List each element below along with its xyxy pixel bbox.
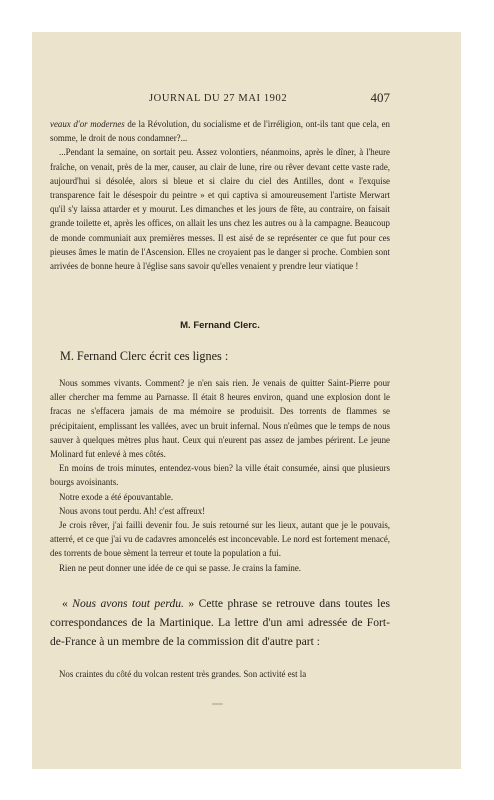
quoted-phrase: Nous avons tout perdu. [72, 597, 184, 610]
ink-mark [212, 703, 223, 705]
running-head: JOURNAL DU 27 MAI 1902 [149, 93, 288, 104]
commentary-paragraph [50, 595, 390, 651]
paragraph-ascension: ...Pendant la semaine, on sortait peu. Assez volontiers, néanmoins, après le dîner, à l'heure fraîche, on venait, près de la mer, causer, au clair de lune, rire ou rêver devant cette vaste rade, aujourd'hui si désolée, alors si bleue et si claire du ciel des Antilles, dont « l'exquise transparence fait le désespoir du peintre » et qui captiva si amoureusement l'artiste Merwart qu'il s'y laissa attarder et y mourut. Les dimanches et les jours de fête, au contraire, on faisait grande toilette et, après les offices, on allait les uns chez les autres ou à la campagne. Beaucoup de monde communiait aux premières messes. Il est aisé de se représenter ce que fut pour ces pieuses âmes le matin de l'Ascension. Elles ne croyaient pas le danger si proche. Combien sont arrivées de bonne heure à l'église sans savoir qu'elles venaient y prendre leur viatique ! [50, 147, 390, 272]
letter-start-line: Nos craintes du côté du volcan restent très grandes. Son activité est la [59, 669, 307, 679]
letter-paragraph: Notre exode a été épouvantable. [59, 491, 174, 502]
letter-paragraph: Nous sommes vivants. Comment? je n'en sais rien. Je venais de quitter Saint-Pierre pour aller chercher ma femme au Parnasse. Il était 8 heures environ, quand une explosion dont le fracas ne s'effacera jamais de ma mémoire se produisit. Des torrents de flammes se précipitaient, emplissant les vallées, avec un bruit infernal. Nous n'eûmes que le temps de nous sauver à quelques mètres plus haut. Ceux qui n'eurent pas assez de jambes périrent. Le jeune Molinard fut enlevé à mes côtés. [50, 378, 390, 460]
commentary [50, 595, 390, 651]
letter-paragraph: En moins de trois minutes, entendez-vous bien? la ville était consumée, ainsi que plusieurs bourgs avoisinants. [50, 463, 390, 488]
italic-phrase: veaux d'or modernes [50, 119, 125, 129]
paragraph-text: de la Révolution, du socialisme et de l'irréligion, ont-ils tant que cela, en somme, le droit de nous condamner?... [50, 119, 390, 144]
section-heading: M. Fernand Clerc. [180, 320, 260, 331]
paragraph-continuation [50, 117, 390, 145]
open-quote: « [62, 597, 73, 610]
commentary-text: » Cette phrase se retrouve dans toutes les correspondances de la Martinique. La lettre d'un ami adressée de Fort-de-France à un membre de la commission dit d'autre part : [50, 597, 390, 648]
letter-paragraph: Nous avons tout perdu. Ah! c'est affreux! [59, 505, 206, 516]
top-section [50, 117, 390, 273]
page-number: 407 [370, 90, 390, 105]
letter-paragraph: Rien ne peut donner une idée de ce qui se passe. Je crains la famine. [59, 562, 301, 573]
letter-quote [50, 376, 390, 575]
next-letter [50, 667, 390, 681]
letter-paragraph: Je crois rêver, j'ai failli devenir fou. Je suis retourné sur les lieux, autant que je le pouvais, atterré, et ce que j'ai vu de cadavres amoncelés est inconcevable. Le nord est fortement menacé, des torrents de boue sèment la terreur et toute la population a fui. [50, 520, 390, 559]
page-header [50, 90, 390, 107]
intro-line: M. Fernand Clerc écrit ces lignes : [60, 349, 229, 363]
